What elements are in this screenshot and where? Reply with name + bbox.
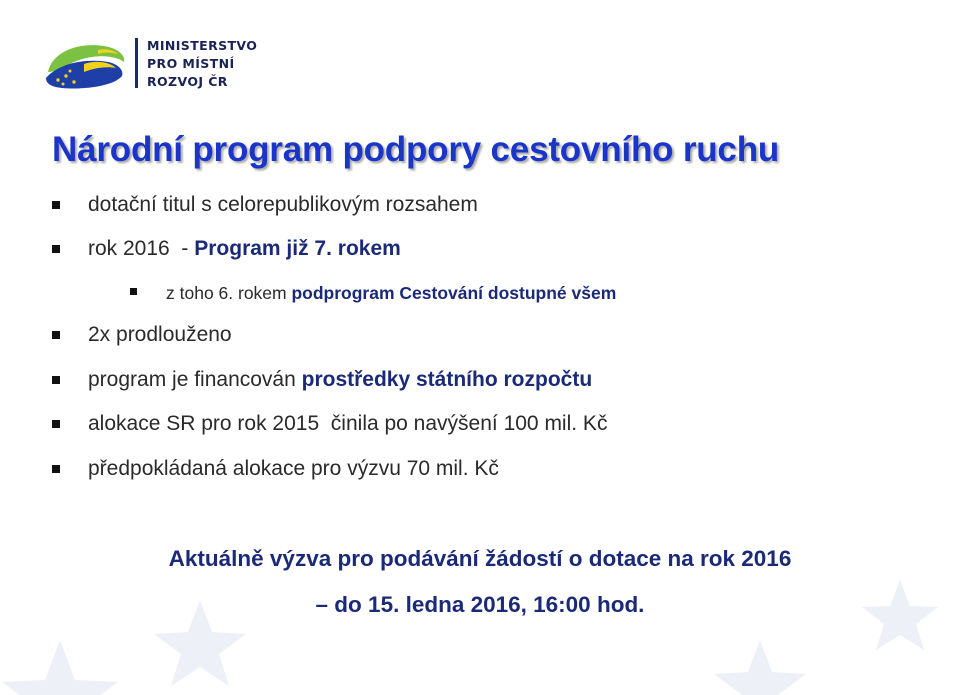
logo-text: [147, 37, 257, 91]
bullet-text-plain: program je financován: [88, 368, 302, 391]
deadline-date: – do 15. ledna 2016, 16:00 hod.: [315, 592, 645, 617]
bullet-text: [88, 367, 592, 393]
bullet-text: [166, 280, 616, 306]
deadline-heading: Aktuálně výzva pro podávání žádostí o dotace na rok 2016: [168, 546, 792, 571]
bullet-text-plain: z toho 6. rokem: [166, 283, 292, 303]
bullet-text: předpokládaná alokace pro výzvu 70 mil. Kč: [88, 457, 499, 480]
bullet-text-bold: prostředky státního rozpočtu: [301, 368, 593, 391]
square-bullet-icon: [52, 465, 60, 473]
square-bullet-icon: [52, 331, 60, 339]
ministry-logo: [44, 36, 284, 96]
bullet-text: 2x prodlouženo: [88, 323, 232, 346]
square-bullet-icon: [130, 288, 137, 295]
square-bullet-icon: [52, 201, 60, 209]
bullet-text: alokace SR pro rok 2015 činila po navýšení 100 mil. Kč: [88, 412, 608, 435]
logo-divider: [135, 38, 138, 88]
bullet-text-bold: podprogram Cestování dostupné všem: [291, 283, 617, 303]
slide-title: Národní program podpory cestovního ruchu: [52, 130, 780, 169]
bullet-text-bold: Program již 7. rokem: [194, 237, 401, 260]
logo-line-1: MINISTERSTVO: [147, 38, 258, 53]
bullet-text-plain: rok 2016 -: [88, 237, 195, 260]
bullet-text: [88, 236, 401, 262]
logo-line-3: ROZVOJ ČR: [147, 74, 228, 89]
square-bullet-icon: [52, 376, 60, 384]
ministry-logo-icon: [44, 38, 128, 90]
square-bullet-icon: [52, 245, 60, 253]
logo-line-2: PRO MÍSTNÍ: [147, 56, 235, 71]
square-bullet-icon: [52, 420, 60, 428]
bullet-text: dotační titul s celorepublikovým rozsahem: [88, 193, 478, 216]
